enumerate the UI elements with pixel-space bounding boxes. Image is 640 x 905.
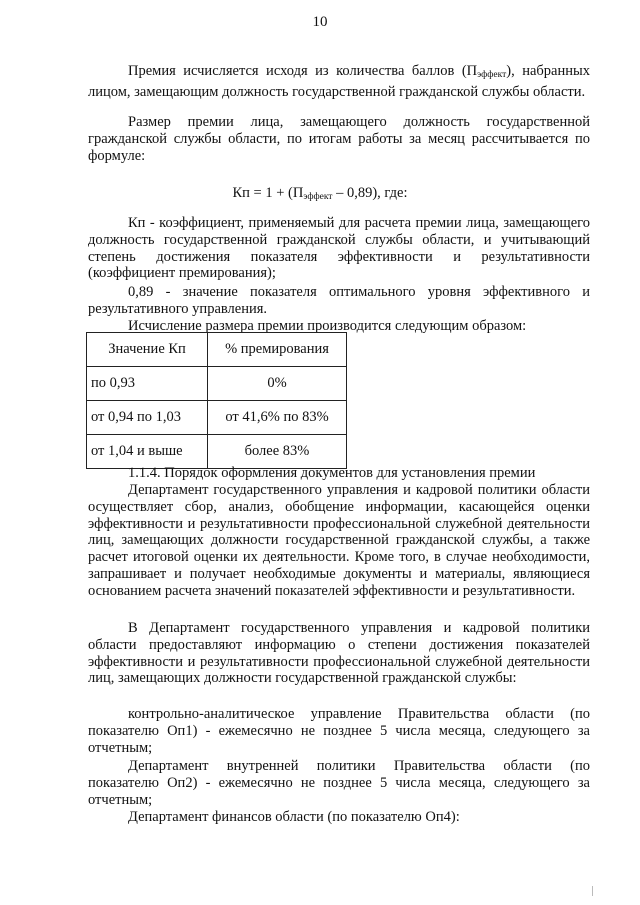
paragraph-provide-info: В Департамент государственного управления и кадровой политики области предоставляют информацию о степени достижения показателей эффективности и результативности профессиональной служебной деятельности лиц, замещающих должности государственной гражданской службы: <box>88 620 590 687</box>
table-cell: более 83% <box>208 435 347 469</box>
table-intro: Исчисление размера премии производится следующим образом: <box>128 318 527 334</box>
bonus-table <box>86 332 347 469</box>
table-header-row <box>87 333 347 367</box>
formula-text: – 0,89), где: <box>332 185 408 201</box>
scan-mark <box>592 886 593 896</box>
paragraph-text: Премия исчисляется исходя из количества баллов (П <box>128 63 478 79</box>
table-cell: по 0,93 <box>87 367 208 401</box>
table-cell: от 1,04 и выше <box>87 435 208 469</box>
table-cell: от 41,6% по 83% <box>208 401 347 435</box>
paragraph-bonus-basis <box>88 63 590 101</box>
table-row <box>87 401 347 435</box>
paragraph-bonus-size: Размер премии лица, замещающего должность государственной гражданской службы области, по итогам работы за месяц рассчитывается по формуле: <box>88 114 590 164</box>
subscript: эффект <box>477 70 507 80</box>
paragraph-department: Департамент государственного управления и кадровой политики области осуществляет сбор, анализ, обобщение информации, касающейся оценки эффективности и результативности профессиональной служебной деятельности лиц, замещающих должности государственной гражданской службы, а также расчет итоговой оценки их деятельности. Кроме того, в случае необходимости, запрашивает и получает необходимые документы и материалы, являющиеся основанием расчета значений показателей эффективности и результативности. <box>88 482 590 599</box>
table-row <box>87 435 347 469</box>
list-item: контрольно-аналитическое управление Правительства области (по показателю Оп1) - ежемесячно не позднее 5 числа месяца, следующего за отчетным; <box>88 706 590 756</box>
definition-089: 0,89 - значение показателя оптимального уровня эффективного и результативного управления. <box>88 284 590 317</box>
page-number: 10 <box>312 14 328 30</box>
paragraph-text: ), набранных лицом, замещающим должность государственной гражданской службы области. <box>88 63 590 100</box>
definition-kp: Кп - коэффициент, применяемый для расчета премии лица, замещающего должность государственной гражданской службы области, и учитывающий степень достижения показателя эффективности и результативности (коэффициент премирования); <box>88 215 590 282</box>
formula-text: Кп = 1 + (П <box>232 185 304 201</box>
table-header-cell: Значение Кп <box>87 333 208 367</box>
table-cell: 0% <box>208 367 347 401</box>
table-cell: от 0,94 по 1,03 <box>87 401 208 435</box>
list-item: Департамент внутренней политики Правительства области (по показателю Оп2) - ежемесячно не позднее 5 числа месяца, следующего за отчетным; <box>88 758 590 808</box>
formula <box>0 185 640 202</box>
formula-subscript: эффект <box>303 192 333 202</box>
table-row <box>87 367 347 401</box>
list-item: Департамент финансов области (по показателю Оп4): <box>128 809 460 825</box>
section-title: 1.1.4. Порядок оформления документов для установления премии <box>128 465 536 481</box>
table-header-cell: % премирования <box>208 333 347 367</box>
